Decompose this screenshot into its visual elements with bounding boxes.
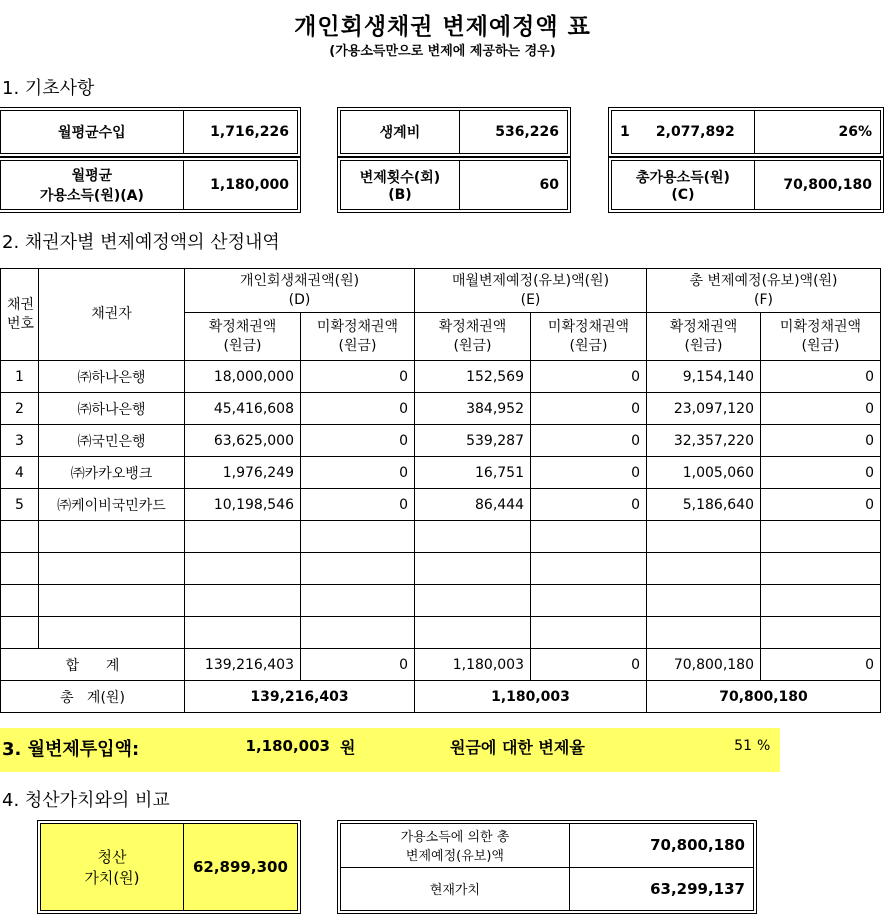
row-e-confirmed[interactable]: 16,751 (415, 457, 531, 489)
row-f-confirmed[interactable]: 1,005,060 (647, 457, 761, 489)
row-e-unconfirmed[interactable]: 0 (531, 489, 647, 521)
empty-cell[interactable] (39, 617, 185, 649)
empty-cell[interactable] (761, 553, 881, 585)
empty-cell[interactable] (415, 585, 531, 617)
total-repay-label (341, 824, 570, 867)
empty-cell[interactable] (185, 553, 301, 585)
liquidation-label (41, 824, 184, 910)
empty-cell[interactable] (1, 553, 39, 585)
row-no[interactable]: 4 (1, 457, 39, 489)
group-d-line1: 개인회생채권액(원) (239, 272, 360, 289)
section2-heading: 2. 채권자별 변제예정액의 산정내역 (2, 232, 280, 253)
col-no-header (1, 269, 39, 361)
row-creditor[interactable]: ㈜케이비국민카드 (39, 489, 185, 521)
monthly-income-value[interactable]: 1,716,226 (210, 124, 289, 140)
section4-heading: 4. 청산가치와의 비교 (2, 790, 170, 811)
empty-cell[interactable] (39, 521, 185, 553)
table-row (1, 489, 881, 521)
total-repay-label-line1: 가용소득에 의한 총 (400, 830, 510, 846)
repay-count-label (341, 161, 460, 209)
section3-heading: 3. 월변제투입액: (2, 739, 140, 760)
col-no-line2: 번호 (7, 315, 35, 332)
empty-cell[interactable] (39, 553, 185, 585)
empty-cell[interactable] (531, 585, 647, 617)
empty-cell[interactable] (415, 617, 531, 649)
row-d-unconfirmed[interactable]: 0 (301, 425, 415, 457)
sub-f-unconfirmed-line2: (원금) (801, 337, 840, 354)
row-d-unconfirmed[interactable]: 0 (301, 393, 415, 425)
liquidation-label-line1: 청산 (97, 848, 127, 866)
sub-d-unconfirmed-line1: 미확정채권액 (316, 318, 399, 335)
repay-count-label-line1: 변제횟수(회) (359, 170, 441, 186)
table-row (1, 393, 881, 425)
living-cost-value[interactable]: 536,226 (495, 124, 559, 140)
empty-cell[interactable] (301, 617, 415, 649)
row-creditor[interactable]: ㈜하나은행 (39, 393, 185, 425)
family-percent[interactable]: 26% (838, 124, 872, 140)
empty-row (1, 617, 881, 649)
empty-row (1, 585, 881, 617)
sum-e-confirmed[interactable]: 1,180,003 (415, 649, 531, 681)
col-creditor-header: 채권자 (39, 269, 185, 361)
grand-total-d[interactable]: 139,216,403 (185, 681, 415, 713)
group-e-header (415, 269, 647, 313)
sub-f-unconfirmed-line1: 미확정채권액 (779, 318, 862, 335)
row-creditor[interactable]: ㈜국민은행 (39, 425, 185, 457)
group-f-header (647, 269, 881, 313)
table-row (1, 425, 881, 457)
family-amount[interactable]: 2,077,892 (632, 111, 755, 153)
sum-d-unconfirmed[interactable]: 0 (301, 649, 415, 681)
empty-cell[interactable] (531, 521, 647, 553)
empty-cell[interactable] (531, 553, 647, 585)
avail-income-label-line1: 월평균 (71, 168, 113, 184)
grand-total-label: 총 계(원) (1, 681, 185, 713)
row-creditor[interactable]: ㈜하나은행 (39, 361, 185, 393)
row-d-confirmed[interactable]: 18,000,000 (185, 361, 301, 393)
present-value-row (341, 868, 753, 910)
row-d-confirmed[interactable]: 45,416,608 (185, 393, 301, 425)
empty-cell[interactable] (1, 617, 39, 649)
sub-d-confirmed (185, 313, 301, 361)
liquidation-label-line2: 가치(원) (84, 869, 140, 887)
sum-e-unconfirmed[interactable]: 0 (531, 649, 647, 681)
monthly-income-label: 월평균수입 (1, 111, 184, 153)
sub-e-unconfirmed-line2: (원금) (569, 337, 608, 354)
row-e-unconfirmed[interactable]: 0 (531, 457, 647, 489)
sum-d-confirmed[interactable]: 139,216,403 (185, 649, 301, 681)
sub-e-unconfirmed (531, 313, 647, 361)
creditor-table (0, 268, 881, 713)
total-repay-row (341, 824, 753, 868)
row-e-confirmed[interactable]: 384,952 (415, 393, 531, 425)
family-box (611, 110, 881, 154)
avail-income-label-line2: 가용소득(원)(A) (39, 188, 144, 204)
empty-cell[interactable] (761, 585, 881, 617)
col-no-line1: 채권 (7, 296, 35, 313)
empty-cell[interactable] (761, 617, 881, 649)
total-avail-label-line2: (C) (671, 187, 695, 203)
sum-row (1, 649, 881, 681)
row-e-confirmed[interactable]: 152,569 (415, 361, 531, 393)
row-e-unconfirmed[interactable]: 0 (531, 361, 647, 393)
living-cost-label: 생계비 (341, 111, 460, 153)
empty-row (1, 521, 881, 553)
sub-f-unconfirmed (761, 313, 881, 361)
row-d-unconfirmed[interactable]: 0 (301, 457, 415, 489)
empty-cell[interactable] (185, 617, 301, 649)
empty-cell[interactable] (531, 617, 647, 649)
row-no[interactable]: 2 (1, 393, 39, 425)
empty-cell[interactable] (647, 617, 761, 649)
group-d-header (185, 269, 415, 313)
sub-d-confirmed-line2: (원금) (223, 337, 262, 354)
page-subtitle: (가용소득만으로 변제에 제공하는 경우) (329, 44, 556, 59)
avail-income-value[interactable]: 1,180,000 (210, 177, 289, 193)
empty-cell[interactable] (1, 521, 39, 553)
repay-ratio-value[interactable]: 51 (734, 738, 752, 754)
row-f-confirmed[interactable]: 23,097,120 (647, 393, 761, 425)
total-avail-box (611, 160, 881, 210)
sub-f-confirmed-line2: (원금) (684, 337, 723, 354)
empty-row (1, 553, 881, 585)
monthly-repay-unit: 원 (340, 738, 356, 757)
grand-total-f[interactable]: 70,800,180 (647, 681, 881, 713)
liquidation-value[interactable]: 62,899,300 (192, 858, 288, 876)
empty-cell[interactable] (761, 521, 881, 553)
comparison-box (340, 823, 754, 911)
table-row (1, 457, 881, 489)
sub-f-confirmed-line1: 확정채권액 (669, 318, 738, 335)
sub-e-confirmed-line1: 확정채권액 (438, 318, 507, 335)
row-f-unconfirmed[interactable]: 0 (761, 457, 881, 489)
row-no[interactable]: 1 (1, 361, 39, 393)
row-f-confirmed[interactable]: 5,186,640 (647, 489, 761, 521)
sub-d-unconfirmed-line2: (원금) (338, 337, 377, 354)
row-f-unconfirmed[interactable]: 0 (761, 361, 881, 393)
row-f-confirmed[interactable]: 32,357,220 (647, 425, 761, 457)
repay-count-box (340, 160, 568, 210)
section1-heading: 1. 기초사항 (2, 78, 95, 99)
sum-f-confirmed[interactable]: 70,800,180 (647, 649, 761, 681)
row-f-unconfirmed[interactable]: 0 (761, 425, 881, 457)
row-e-unconfirmed[interactable]: 0 (531, 425, 647, 457)
row-e-confirmed[interactable]: 86,444 (415, 489, 531, 521)
repay-count-label-line2: (B) (388, 187, 412, 203)
row-no[interactable]: 3 (1, 425, 39, 457)
liquidation-value-box (40, 823, 298, 911)
row-d-unconfirmed[interactable]: 0 (301, 489, 415, 521)
total-avail-label-line1: 총가용소득(원) (635, 170, 730, 186)
row-f-confirmed[interactable]: 9,154,140 (647, 361, 761, 393)
row-e-unconfirmed[interactable]: 0 (531, 393, 647, 425)
total-repay-value[interactable]: 70,800,180 (650, 836, 745, 855)
empty-cell[interactable] (185, 521, 301, 553)
row-no[interactable]: 5 (1, 489, 39, 521)
living-cost-box (340, 110, 568, 154)
monthly-income-box (0, 110, 298, 154)
empty-cell[interactable] (301, 521, 415, 553)
sub-e-confirmed-line2: (원금) (453, 337, 492, 354)
monthly-repay-amount[interactable]: 1,180,003 (245, 737, 330, 755)
present-value-label: 현재가치 (341, 868, 570, 910)
grand-total-e[interactable]: 1,180,003 (415, 681, 647, 713)
sub-e-confirmed (415, 313, 531, 361)
row-d-confirmed[interactable]: 63,625,000 (185, 425, 301, 457)
grand-total-row (1, 681, 881, 713)
row-e-confirmed[interactable]: 539,287 (415, 425, 531, 457)
empty-cell[interactable] (647, 553, 761, 585)
family-count[interactable]: 1 (620, 124, 630, 140)
repay-ratio-unit: % (757, 738, 771, 754)
sub-d-confirmed-line1: 확정채권액 (208, 318, 277, 335)
total-avail-label (612, 161, 755, 209)
empty-cell[interactable] (415, 521, 531, 553)
sum-f-unconfirmed[interactable]: 0 (761, 649, 881, 681)
sub-f-confirmed (647, 313, 761, 361)
row-d-unconfirmed[interactable]: 0 (301, 361, 415, 393)
page-title: 개인회생채권 변제예정액 표 (294, 14, 591, 40)
sum-label: 합 계 (1, 649, 185, 681)
empty-cell[interactable] (301, 553, 415, 585)
empty-cell[interactable] (1, 585, 39, 617)
empty-cell[interactable] (301, 585, 415, 617)
empty-cell[interactable] (647, 585, 761, 617)
empty-cell[interactable] (185, 585, 301, 617)
total-repay-label-line2: 변제예정(유보)액 (405, 849, 504, 865)
group-d-line2: (D) (288, 291, 311, 308)
sub-e-unconfirmed-line1: 미확정채권액 (547, 318, 630, 335)
group-e-line2: (E) (520, 291, 541, 308)
avail-income-label (1, 161, 184, 209)
repay-ratio-label: 원금에 대한 변제율 (450, 738, 585, 757)
group-f-line1: 총 변제예정(유보)액(원) (689, 272, 838, 289)
row-f-unconfirmed[interactable]: 0 (761, 393, 881, 425)
empty-cell[interactable] (647, 521, 761, 553)
sub-d-unconfirmed (301, 313, 415, 361)
table-row (1, 361, 881, 393)
group-f-line2: (F) (754, 291, 773, 308)
row-f-unconfirmed[interactable]: 0 (761, 489, 881, 521)
total-avail-value[interactable]: 70,800,180 (783, 177, 872, 193)
empty-cell[interactable] (415, 553, 531, 585)
row-d-confirmed[interactable]: 10,198,546 (185, 489, 301, 521)
group-e-line1: 매월변제예정(유보)액(원) (451, 272, 610, 289)
row-creditor[interactable]: ㈜카카오뱅크 (39, 457, 185, 489)
repay-count-value[interactable]: 60 (539, 177, 559, 193)
present-value[interactable]: 63,299,137 (650, 879, 745, 898)
row-d-confirmed[interactable]: 1,976,249 (185, 457, 301, 489)
avail-income-box (0, 160, 298, 210)
empty-cell[interactable] (39, 585, 185, 617)
